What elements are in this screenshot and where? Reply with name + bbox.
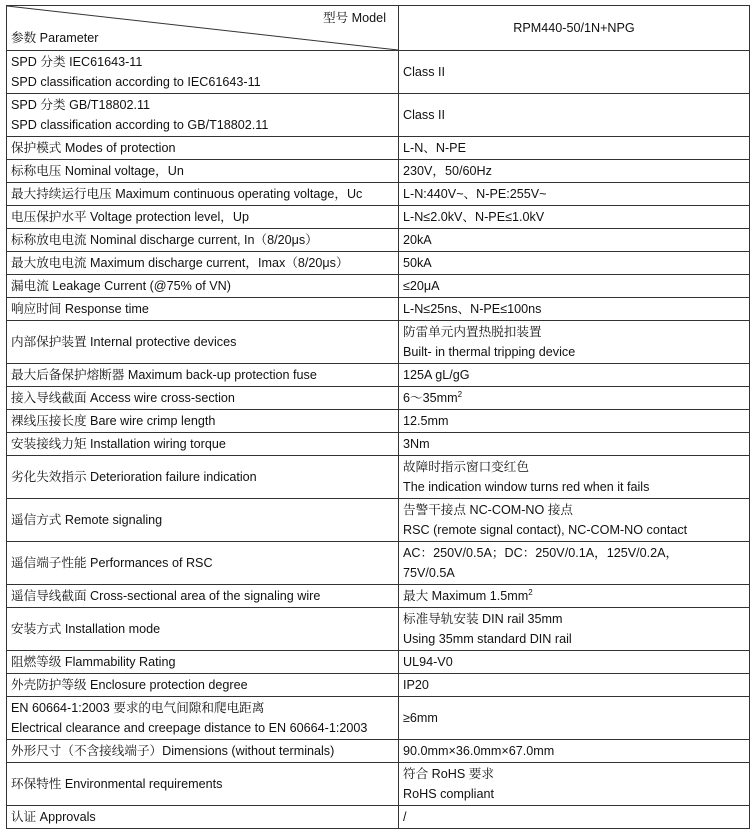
value-string: 230V，50/60Hz [403, 164, 492, 178]
table-row [7, 321, 750, 364]
value-text [403, 161, 745, 181]
value-text [403, 520, 745, 540]
parameter-cell [7, 252, 399, 275]
parameter-cell [7, 206, 399, 229]
table-row [7, 275, 750, 298]
parameter-text: 电压保护水平 Voltage protection level，Up [11, 210, 249, 224]
value-string: 标准导轨安装 DIN rail 35mm [403, 612, 563, 626]
value-string: RSC (remote signal contact), NC-COM-NO contact [403, 523, 688, 537]
table-row [7, 697, 750, 740]
value-cell [399, 763, 750, 806]
value-cell [399, 321, 750, 364]
table-row [7, 252, 750, 275]
value-cell [399, 806, 750, 829]
parameter-text: 环保特性 Environmental requirements [11, 777, 223, 791]
table-row [7, 433, 750, 456]
value-cell [399, 275, 750, 298]
parameter-cell [7, 674, 399, 697]
parameter-text: 遥信导线截面 Cross-sectional area of the signaling wire [11, 589, 321, 603]
parameter-cell [7, 456, 399, 499]
value-cell [399, 740, 750, 763]
value-string: 12.5mm [403, 414, 449, 428]
table-row [7, 410, 750, 433]
value-text [403, 411, 745, 431]
value-text [403, 741, 745, 761]
parameter-text: 安装接线力矩 Installation wiring torque [11, 437, 226, 451]
value-cell [399, 206, 750, 229]
table-row [7, 206, 750, 229]
parameter-cell [7, 51, 399, 94]
parameter-text: 遥信方式 Remote signaling [11, 513, 163, 527]
parameter-cell [7, 137, 399, 160]
parameter-text: SPD 分类 IEC61643-11 [11, 55, 143, 69]
table-row [7, 387, 750, 410]
value-text [403, 708, 745, 728]
model-label: 型号 Model [323, 11, 386, 25]
value-string: Using 35mm standard DIN rail [403, 632, 572, 646]
parameter-cell [7, 229, 399, 252]
value-cell [399, 137, 750, 160]
value-string: / [403, 810, 407, 824]
value-text [403, 388, 745, 408]
parameter-cell [7, 542, 399, 585]
value-text [403, 62, 745, 82]
table-row [7, 763, 750, 806]
value-text [403, 784, 745, 804]
parameter-cell [7, 608, 399, 651]
value-text [403, 629, 745, 649]
value-cell [399, 608, 750, 651]
parameter-cell [7, 499, 399, 542]
value-text [403, 675, 745, 695]
value-cell [399, 651, 750, 674]
table-row [7, 542, 750, 585]
parameter-text: 阻燃等级 Flammability Rating [11, 655, 176, 669]
table-row [7, 94, 750, 137]
table-row [7, 456, 750, 499]
value-string: L-N≤25ns、N-PE≤100ns [403, 302, 542, 316]
value-cell [399, 499, 750, 542]
parameter-text: 最大持续运行电压 Maximum continuous operating voltage，Uc [11, 187, 363, 201]
parameter-cell [7, 585, 399, 608]
value-cell [399, 433, 750, 456]
value-string: UL94-V0 [403, 655, 453, 669]
header-param-cell [7, 6, 399, 51]
model-value: RPM440-50/1N+NPG [399, 6, 750, 51]
table-row [7, 298, 750, 321]
value-text [403, 138, 745, 158]
parameter-cell [7, 298, 399, 321]
table-row [7, 137, 750, 160]
value-cell [399, 674, 750, 697]
parameter-label: 参数 Parameter [11, 31, 99, 45]
parameter-text: 外形尺寸（不含接线端子）Dimensions (without terminals) [11, 744, 335, 758]
parameter-cell [7, 651, 399, 674]
value-text [403, 500, 745, 520]
parameter-cell [7, 697, 399, 740]
table-row [7, 674, 750, 697]
parameter-cell [7, 183, 399, 206]
parameter-cell [7, 740, 399, 763]
table-row [7, 183, 750, 206]
value-string: Built- in thermal tripping device [403, 345, 576, 359]
value-string: 防雷单元内置热脱扣装置 [403, 325, 542, 339]
table-row [7, 806, 750, 829]
parameter-text: 最大放电电流 Maximum discharge current，Imax（8/20μs） [11, 256, 349, 270]
value-string: 符合 RoHS 要求 [403, 767, 494, 781]
parameter-cell [7, 321, 399, 364]
parameter-text: SPD classification according to IEC61643-11 [11, 75, 261, 89]
parameter-text: 标称放电电流 Nominal discharge current, In（8/20μs） [11, 233, 318, 247]
parameter-cell [7, 806, 399, 829]
value-text [403, 477, 745, 497]
value-cell [399, 298, 750, 321]
value-string: RoHS compliant [403, 787, 494, 801]
value-cell [399, 94, 750, 137]
parameter-cell [7, 275, 399, 298]
parameter-cell [7, 364, 399, 387]
value-cell [399, 229, 750, 252]
value-string: 告警干接点 NC-COM-NO 接点 [403, 503, 574, 517]
value-cell [399, 183, 750, 206]
value-cell [399, 364, 750, 387]
parameter-text: 漏电流 Leakage Current (@75% of VN) [11, 279, 231, 293]
table-row [7, 229, 750, 252]
value-string: 最大 Maximum 1.5mm [403, 589, 529, 603]
parameter-cell [7, 433, 399, 456]
value-text [403, 609, 745, 629]
value-string: 75V/0.5A [403, 566, 455, 580]
value-text [403, 253, 745, 273]
value-text [403, 365, 745, 385]
value-cell [399, 456, 750, 499]
table-row [7, 740, 750, 763]
parameter-text: 保护模式 Modes of protection [11, 141, 176, 155]
value-cell [399, 542, 750, 585]
value-text [403, 342, 745, 362]
parameter-text: Electrical clearance and creepage distance to EN 60664-1:2003 [11, 721, 368, 735]
table-row [7, 364, 750, 387]
table-row [7, 608, 750, 651]
value-text [403, 586, 745, 606]
value-text [403, 807, 745, 827]
value-string: The indication window turns red when it fails [403, 480, 650, 494]
value-string: 50kA [403, 256, 432, 270]
value-string: ≤20μA [403, 279, 440, 293]
parameter-text: 标称电压 Nominal voltage，Un [11, 164, 184, 178]
parameter-text: 外壳防护等级 Enclosure protection degree [11, 678, 248, 692]
value-string: AC：250V/0.5A；DC：250V/0.1A，125V/0.2A， [403, 546, 679, 560]
value-cell [399, 160, 750, 183]
value-text [403, 652, 745, 672]
value-string: IP20 [403, 678, 429, 692]
parameter-cell [7, 160, 399, 183]
value-text [403, 299, 745, 319]
value-text [403, 184, 745, 204]
parameter-cell [7, 387, 399, 410]
value-text [403, 563, 745, 583]
value-text [403, 434, 745, 454]
value-cell [399, 585, 750, 608]
value-text [403, 105, 745, 125]
value-string: L-N、N-PE [403, 141, 466, 155]
parameter-cell [7, 94, 399, 137]
value-string: 125A gL/gG [403, 368, 470, 382]
table-row [7, 651, 750, 674]
value-string: Class II [403, 65, 445, 79]
superscript: 2 [528, 587, 533, 597]
value-cell [399, 252, 750, 275]
parameter-text: 认证 Approvals [11, 810, 96, 824]
parameter-text: SPD classification according to GB/T18802.11 [11, 118, 269, 132]
superscript: 2 [457, 389, 463, 399]
value-text [403, 230, 745, 250]
value-string: 90.0mm×36.0mm×67.0mm [403, 744, 555, 758]
parameter-text: EN 60664-1:2003 要求的电气间隙和爬电距离 [11, 701, 265, 715]
table-row [7, 160, 750, 183]
value-text [403, 322, 745, 342]
parameter-text: 裸线压接长度 Bare wire crimp length [11, 414, 216, 428]
value-string: 故障时指示窗口变红色 [403, 460, 529, 474]
value-cell [399, 387, 750, 410]
value-text [403, 764, 745, 784]
parameter-cell [7, 763, 399, 806]
table-row [7, 499, 750, 542]
parameter-text: SPD 分类 GB/T18802.11 [11, 98, 151, 112]
value-string: ≥6mm [403, 711, 438, 725]
parameter-text: 内部保护装置 Internal protective devices [11, 335, 237, 349]
parameter-text: 最大后备保护熔断器 Maximum back-up protection fuse [11, 368, 317, 382]
parameter-text: 遥信端子性能 Performances of RSC [11, 556, 213, 570]
value-string: 20kA [403, 233, 432, 247]
value-cell [399, 697, 750, 740]
value-string: L-N≤2.0kV、N-PE≤1.0kV [403, 210, 545, 224]
parameter-text: 接入导线截面 Access wire cross-section [11, 391, 235, 405]
header-row [7, 6, 750, 51]
value-text [403, 207, 745, 227]
parameter-text: 劣化失效指示 Deterioration failure indication [11, 470, 257, 484]
value-string: Class II [403, 108, 445, 122]
parameter-text: 响应时间 Response time [11, 302, 149, 316]
value-text [403, 457, 745, 477]
spec-table [6, 5, 750, 829]
parameter-cell [7, 410, 399, 433]
value-cell [399, 51, 750, 94]
value-string: 3Nm [403, 437, 430, 451]
value-string: L-N:440V~、N-PE:255V~ [403, 187, 547, 201]
table-row [7, 51, 750, 94]
value-cell [399, 410, 750, 433]
value-text [403, 276, 745, 296]
parameter-text: 安装方式 Installation mode [11, 622, 161, 636]
value-string: 6～35mm [403, 391, 458, 405]
value-text [403, 543, 745, 563]
table-row [7, 585, 750, 608]
